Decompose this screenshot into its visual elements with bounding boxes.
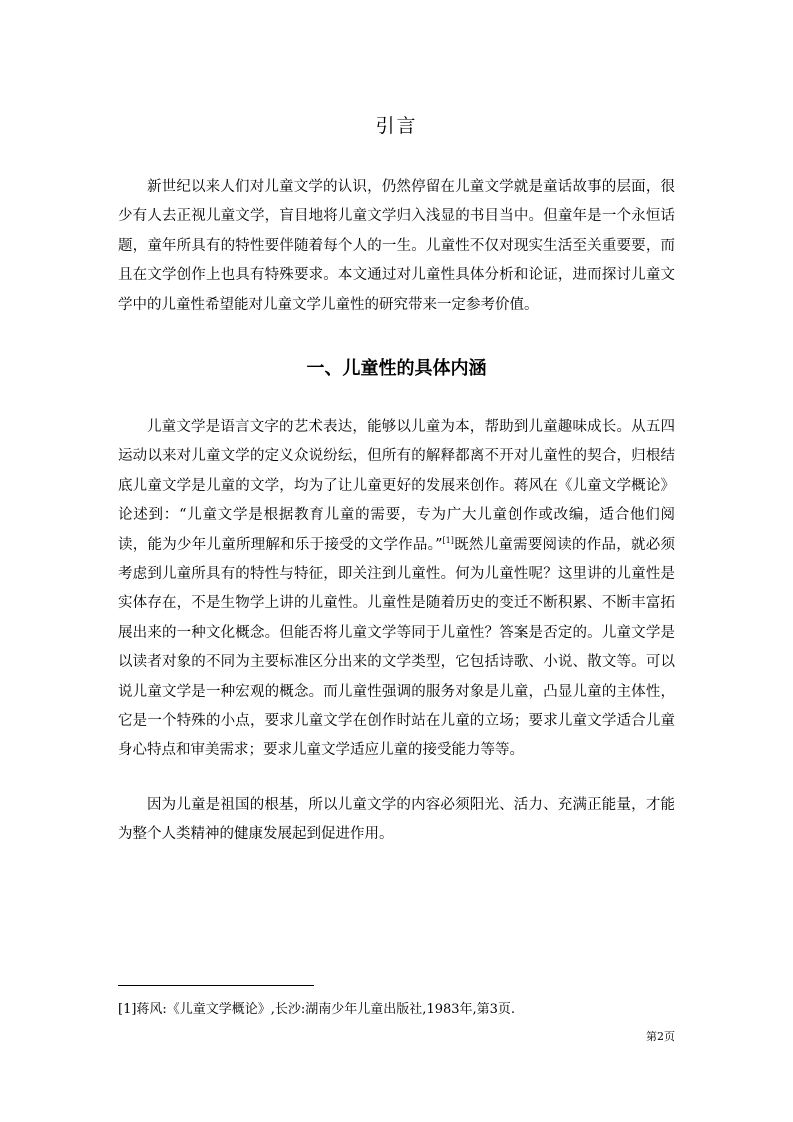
intro-paragraph: 新世纪以来人们对儿童文学的认识，仍然停留在儿童文学就是童话故事的层面，很少有人去正视儿童文学，盲目地将儿童文学归入浅显的书目当中。但童年是一个永恒话题，童年所具有的特性要伴随着每个人的一生。儿童性不仅对现实生活至关重要要，而且在文学创作上也具有特殊要求。本文通过对儿童性具体分析和论证，进而探讨儿童文学中的儿童性希望能对儿童文学儿童性的研究带来一定参考价值。 (118, 179, 675, 313)
footnote: [1]蒋风:《儿童文学概论》,长沙:湖南少年儿童出版社,1983年,第3页. (118, 1002, 516, 1017)
paragraph-1-before-citation: 儿童文学是语言文字的艺术表达，能够以儿童为本，帮助到儿童趣味成长。从五四运动以来对儿童文学的定义众说纷纭，但所有的解释都离不开对儿童性的契合，归根结底儿童文学是儿童的文学，均为了让儿童更好的发展来创作。蒋风在《儿童文学概论》论述到：“儿童文学是根据教育儿童的需要，专为广大儿童创作或改编，适合他们阅读，能为少年儿童所理解和乐于接受的文学作品。” (118, 419, 675, 553)
paragraph-1-after-citation: 既然儿童需要阅读的作品，就必须考虑到儿童所具有的特性与特征，即关注到儿童性。何为儿童性呢？这里讲的儿童性是实体存在，不是生物学上讲的儿童性。儿童性是随着历史的变迁不断积累、不断丰富拓展出来的一种文化概念。但能否将儿童文学等同于儿童性？答案是否定的。儿童文学是以读者对象的不同为主要标准区分出来的文学类型，它包括诗歌、小说、散文等。可以说儿童文学是一种宏观的概念。而儿童性强调的服务对象是儿童，凸显儿童的主体性，它是一个特殊的小点，要求儿童文学在创作时站在儿童的立场；要求儿童文学适合儿童身心特点和审美需求；要求儿童文学适应儿童的接受能力等等。 (118, 536, 676, 759)
page-number: 第2页 (646, 1030, 675, 1043)
intro-title: 引言 (375, 115, 418, 137)
section-paragraph-2: 因为儿童是祖国的根基，所以儿童文学的内容必须阳光、活力、充满正能量，才能为整个人类精神的健康发展起到促进作用。 (118, 797, 675, 843)
section-heading: 一、儿童性的具体内涵 (306, 358, 487, 379)
section-paragraph-1 (118, 413, 675, 766)
footnote-divider (118, 985, 314, 986)
citation-mark: [1] (442, 535, 454, 545)
